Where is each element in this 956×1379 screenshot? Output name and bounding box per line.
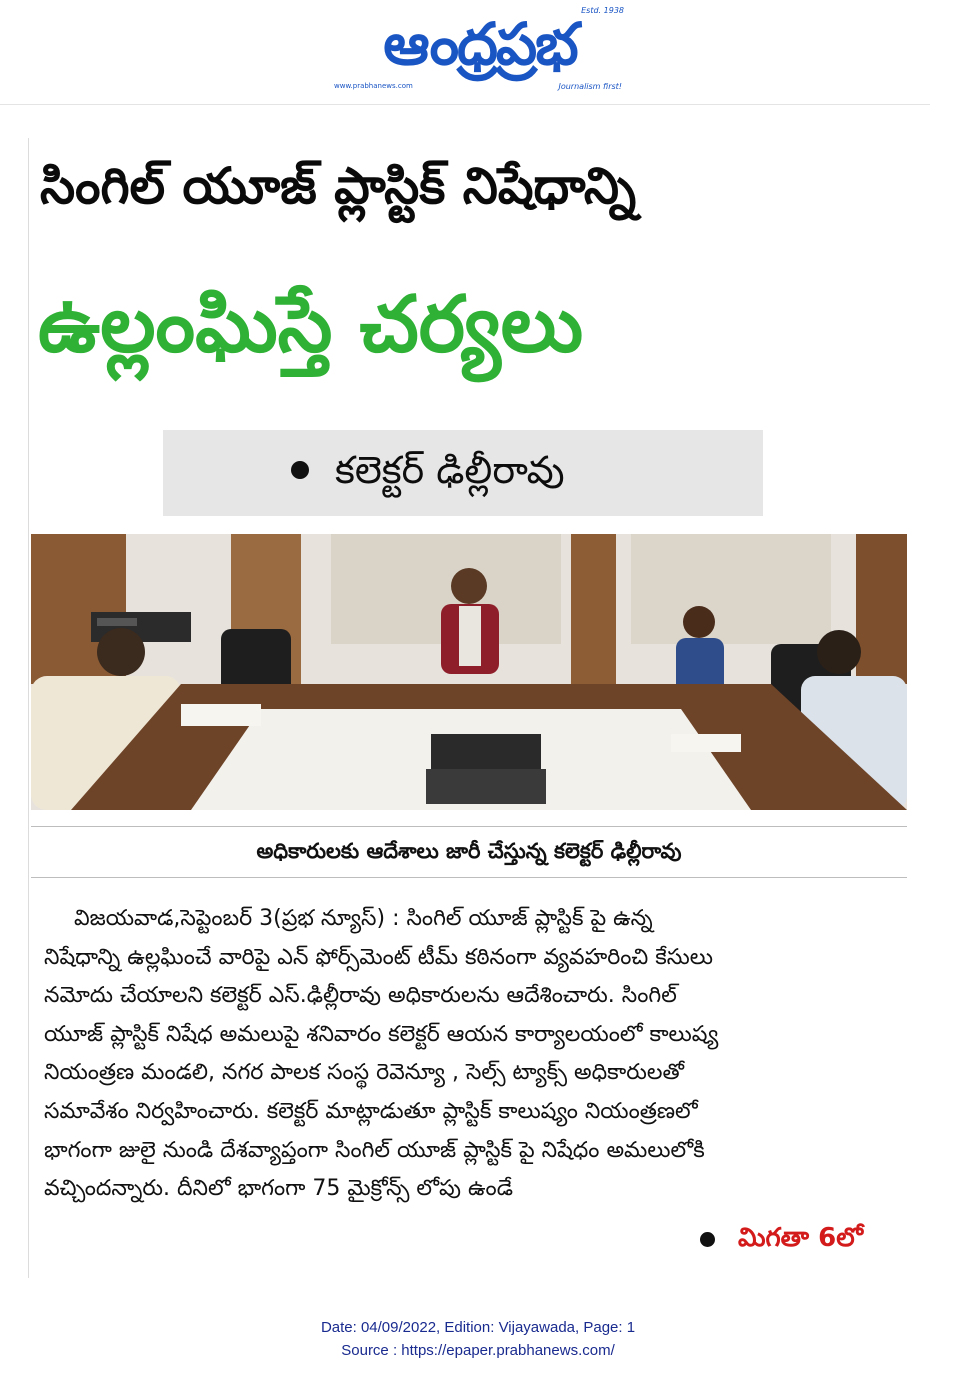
article-line: భాగంగా జులై నుండి దేశవ్యాప్తంగా సింగిల్ యూజ్ ప్లాస్టిక్ పై నిషేధం అమలులోకి (44, 1137, 705, 1163)
continued-label: మిగతా 6లో (738, 1223, 863, 1253)
article-line: నమోదు చేయాలని కలెక్టర్ ఎస్.ఢిల్లీరావు అధికారులను ఆదేశించారు. సింగిల్ (44, 983, 677, 1009)
bullet-icon (700, 1232, 715, 1247)
caption-divider-top (31, 826, 907, 827)
footer-source-link[interactable]: Source : https://epaper.prabhanews.com/ (341, 1342, 615, 1359)
masthead-divider (0, 104, 930, 105)
article-body (44, 900, 910, 1209)
caption-divider-bottom (31, 877, 907, 878)
footer (0, 1316, 956, 1362)
news-photo (31, 534, 907, 810)
article-line: విజయవాడ,సెప్టెంబర్ 3(ప్రభ న్యూస్) : సింగిల్ యూజ్ ప్లాస్టిక్ పై ఉన్న (74, 906, 653, 931)
logo-text: ఆంధ్రప్రభ (383, 10, 577, 78)
article-line: నిషేధాన్ని ఉల్లఘించే వారిపై ఎన్ ఫోర్స్‌మెంట్ టీమ్ కఠినంగా వ్యవహరించి కేసులు (44, 944, 713, 970)
established-label: Estd. 1938 (581, 6, 624, 15)
photo-caption: అధికారులకు ఆదేశాలు జారీ చేస్తున్న కలెక్టర్ ఢిల్లీరావు (256, 839, 682, 863)
article-line: వచ్చిందన్నారు. దీనిలో భాగంగా 75 మైక్రోన్స్ లోపు ఉండే (44, 1176, 513, 1202)
headline-line-1: సింగిల్ యూజ్ ప్లాస్టిక్ నిషేధాన్ని (40, 157, 637, 215)
kicker-text: కలెక్టర్ ఢిల్లీరావు (335, 448, 565, 492)
article-line: సమావేశం నిర్వహించారు. కలెక్టర్ మాట్లాడుతూ ప్లాస్టిక్ కాలుష్యం నియంత్రణలో (44, 1098, 698, 1124)
article-line: నియంత్రణ మండలి, నగర పాలక సంస్థ రెవెన్యూ , సెల్స్ ట్యాక్స్ అధికారులతో (44, 1060, 684, 1086)
kicker-box (163, 430, 763, 516)
tagline: Journalism first! (558, 82, 622, 91)
clipping-border (28, 138, 29, 1278)
newspaper-logo[interactable] (330, 6, 630, 96)
headline-line-2: ఉల్లంఘిస్తే చర్యలు (38, 280, 584, 370)
bullet-icon (291, 461, 309, 479)
website-label: www.prabhanews.com (334, 82, 413, 90)
article-line: యూజ్ ప్లాస్టిక్ నిషేధ అమలుపై శనివారం కలెక్టర్ ఆయన కార్యాలయంలో కాలుష్య (44, 1021, 719, 1047)
meeting-photo-illustration (31, 534, 907, 810)
masthead (0, 0, 956, 105)
footer-date-edition: Date: 04/09/2022, Edition: Vijayawada, Page: 1 (320, 1319, 636, 1336)
